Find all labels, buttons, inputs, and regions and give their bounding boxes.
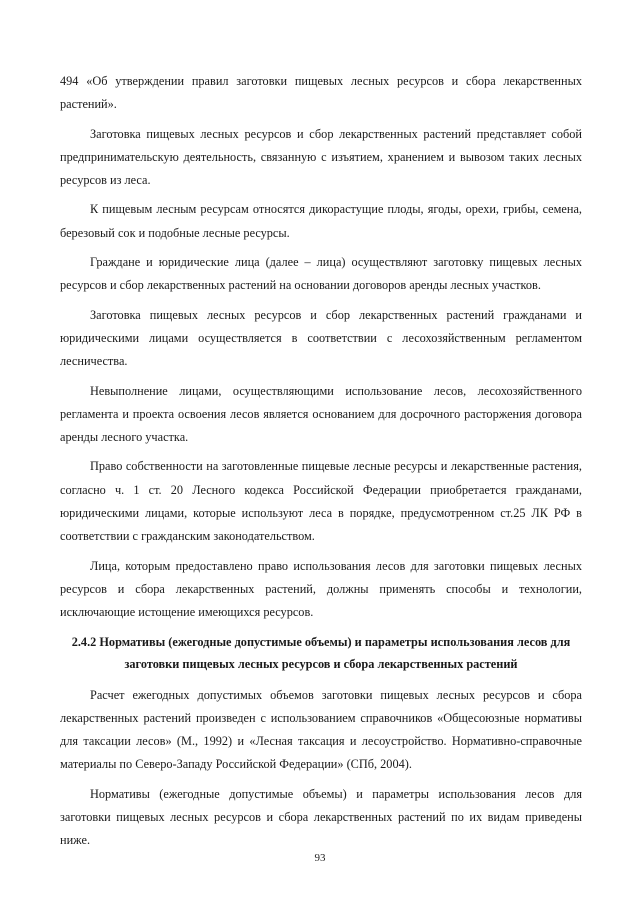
- paragraph: Расчет ежегодных допустимых объемов заготовки пищевых лесных ресурсов и сбора лекарственных растений произведен с использованием справочников «Общесоюзные нормативы для таксации лесов» (М., 1992) и «Лесная таксация и лесоустройство. Нормативно-справочные материалы по Северо-Западу Российской Федерации» (СПб, 2004).: [60, 687, 582, 772]
- paragraph: Лица, которым предоставлено право использования лесов для заготовки пищевых лесных ресурсов и сбора лекарственных растений, должны применять способы и технологии, исключающие истощение имеющихся ресурсов.: [60, 558, 582, 620]
- section-heading: 2.4.2 Нормативы (ежегодные допустимые объемы) и параметры использования лесов для заготовки пищевых лесных ресурсов и сбора лекарственных растений: [71, 634, 571, 672]
- paragraph: Право собственности на заготовленные пищевые лесные ресурсы и лекарственные растения, согласно ч. 1 ст. 20 Лесного кодекса Российской Федерации приобретается гражданами, юридическими лицами, которые используют леса в порядке, предусмотренном ст.25 ЛК РФ в соответствии с гражданским законодательством.: [60, 459, 582, 544]
- paragraph: Нормативы (ежегодные допустимые объемы) и параметры использования лесов для заготовки пищевых лесных ресурсов и сбора лекарственных растений по их видам приведены ниже.: [60, 786, 582, 848]
- paragraph: Невыполнение лицами, осуществляющими использование лесов, лесохозяйственного регламента и проекта освоения лесов является основанием для досрочного расторжения договора аренды лесного участка.: [60, 383, 582, 445]
- page-number: 93: [314, 852, 326, 864]
- paragraph-continuation: 494 «Об утверждении правил заготовки пищевых лесных ресурсов и сбора лекарственных растений».: [60, 74, 582, 112]
- paragraph: Заготовка пищевых лесных ресурсов и сбор лекарственных растений представляет собой предпринимательскую деятельность, связанную с изъятием, хранением и вывозом таких лесных ресурсов из леса.: [60, 126, 582, 188]
- paragraph: Граждане и юридические лица (далее – лица) осуществляют заготовку пищевых лесных ресурсов и сбор лекарственных растений на основании договоров аренды лесных участков.: [60, 255, 582, 293]
- page-content: [60, 70, 582, 859]
- paragraph: К пищевым лесным ресурсам относятся дикорастущие плоды, ягоды, орехи, грибы, семена, березовый сок и подобные лесные ресурсы.: [60, 202, 582, 240]
- paragraph: Заготовка пищевых лесных ресурсов и сбор лекарственных растений гражданами и юридическими лицами осуществляется в соответствии с лесохозяйственным регламентом лесничества.: [60, 307, 582, 369]
